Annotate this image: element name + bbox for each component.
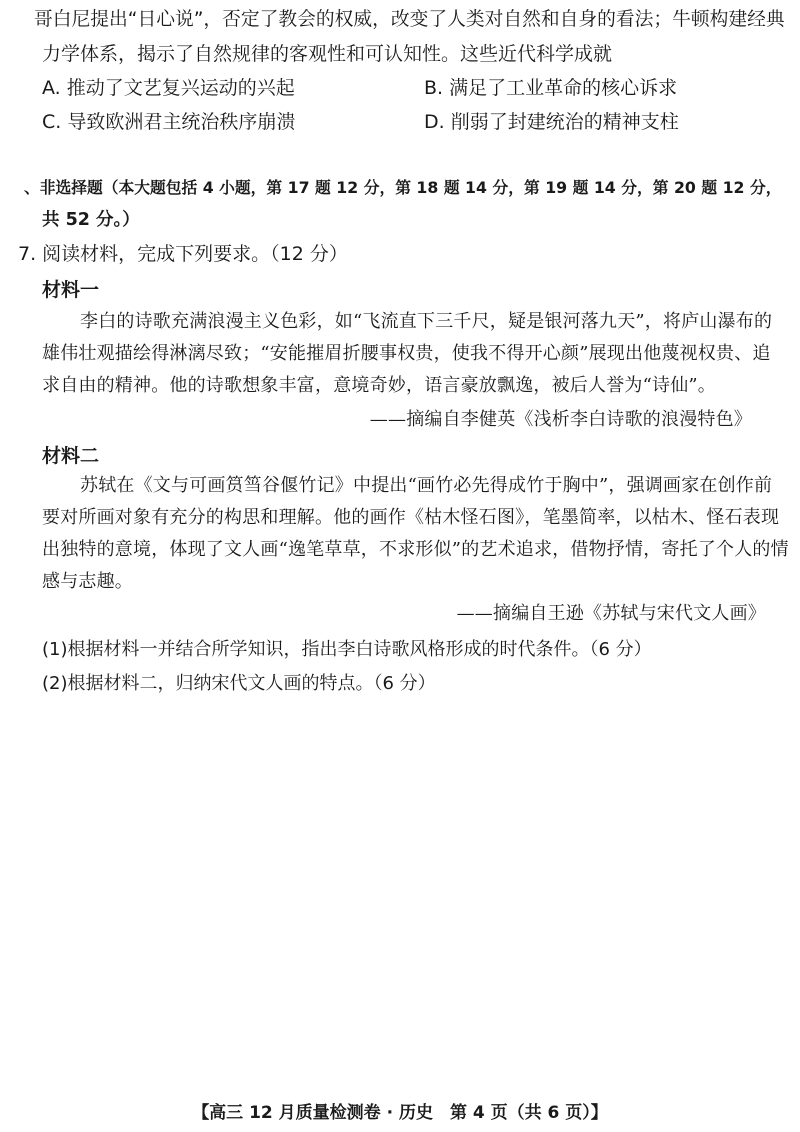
- q17-subquestion-2: (2)根据材料二，归纳宋代文人画的特点。（6 分）: [42, 673, 436, 694]
- material-1-line-1: 李白的诗歌充满浪漫主义色彩，如“飞流直下三千尺，疑是银河落九天”，将庐山瀑布的: [80, 311, 773, 332]
- material-2-line-1: 苏轼在《文与可画筼筜谷偃竹记》中提出“画竹必先得成竹于胸中”，强调画家在创作前: [80, 475, 773, 496]
- material-1-line-2: 雄伟壮观描绘得淋漓尽致；“安能摧眉折腰事权贵，使我不得开心颜”展现出他蔑视权贵、追: [42, 343, 771, 364]
- material-2-line-4: 感与志趣。: [42, 571, 133, 592]
- material-2-line-2: 要对所画对象有充分的构思和理解。他的画作《枯木怪石图》，笔墨简率，以枯木、怪石表现: [42, 507, 780, 528]
- page-footer: 【高三 12 月质量检测卷 · 历史 第 4 页（共 6 页）】: [192, 1103, 608, 1123]
- section-heading-line-1: 、非选择题（本大题包括 4 小题，第 17 题 12 分，第 18 题 14 分，第 19 题 14 分，第 20 题 12 分，: [24, 178, 782, 197]
- material-1-source: ——摘编自李健英《浅析李白诗歌的浪漫特色》: [369, 409, 752, 430]
- q16-stem-line-2: 力学体系，揭示了自然规律的客观性和可认知性。这些近代科学成就: [42, 43, 613, 65]
- q16-option-a: A. 推动了文艺复兴运动的兴起: [42, 77, 295, 99]
- q17-subquestion-1: (1)根据材料一并结合所学知识，指出李白诗歌风格形成的时代条件。（6 分）: [42, 639, 652, 660]
- material-2-label: 材料二: [42, 445, 100, 467]
- q16-option-d: D. 削弱了封建统治的精神支柱: [424, 111, 679, 133]
- material-2-source: ——摘编自王逊《苏轼与宋代文人画》: [456, 603, 766, 624]
- material-1-label: 材料一: [42, 279, 100, 301]
- q16-option-b: B. 满足了工业革命的核心诉求: [424, 77, 678, 99]
- q17-intro: 7. 阅读材料，完成下列要求。（12 分）: [18, 243, 348, 265]
- section-heading-line-2: 共 52 分。）: [42, 210, 140, 230]
- material-2-line-3: 出独特的意境，体现了文人画“逸笔草草，不求形似”的艺术追求，借物抒情，寄托了个人的情: [42, 539, 789, 560]
- q16-stem-line-1: 哥白尼提出“日心说”，否定了教会的权威，改变了人类对自然和自身的看法；牛顿构建经典: [34, 9, 785, 30]
- material-1-line-3: 求自由的精神。他的诗歌想象丰富，意境奇妙，语言豪放飘逸，被后人誉为“诗仙”。: [42, 375, 717, 396]
- q16-option-c: C. 导致欧洲君主统治秩序崩溃: [42, 111, 296, 133]
